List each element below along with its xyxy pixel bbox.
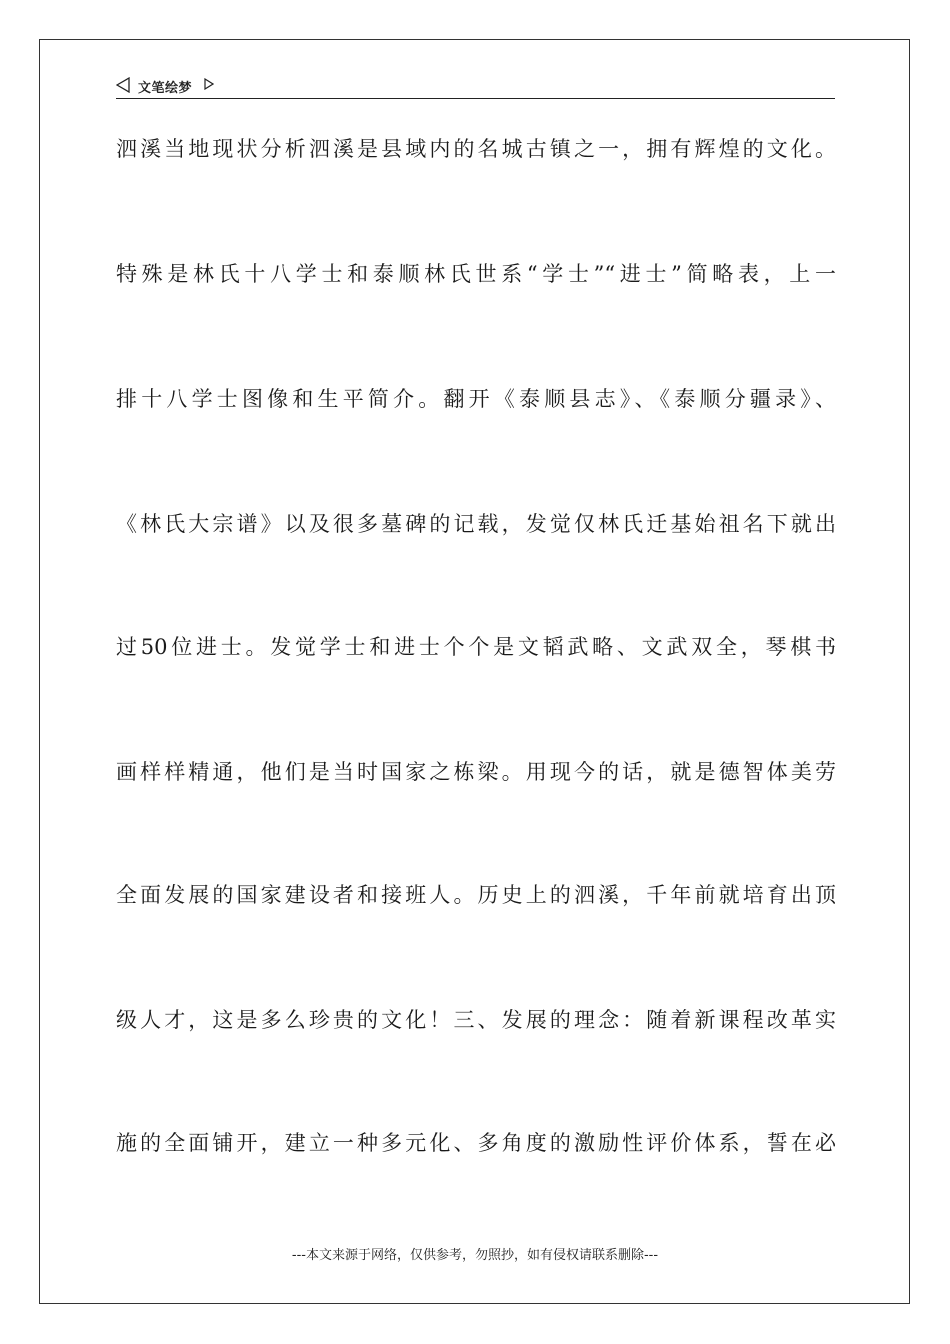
left-triangle-icon	[116, 77, 130, 93]
body-text-line: 级人才，这是多么珍贵的文化！三、发展的理念：随着新课程改革实	[116, 1008, 836, 1032]
body-text-line: 特殊是林氏十八学士和泰顺林氏世系“学士”“进士”简略表，上一	[116, 262, 836, 286]
body-text-line: 画样样精通，他们是当时国家之栋梁。用现今的话，就是德智体美劳	[116, 760, 836, 784]
page-frame	[39, 39, 910, 1304]
body-text-line: 全面发展的国家建设者和接班人。历史上的泗溪，千年前就培育出顶	[116, 883, 836, 907]
header-title: 文笔绘梦	[138, 81, 193, 96]
footer-disclaimer: ---本文来源于网络，仅供参考，勿照抄，如有侵权请联系删除---	[291, 1248, 659, 1263]
body-text-line: 过50位进士。发觉学士和进士个个是文韬武略、文武双全，琴棋书	[116, 635, 836, 659]
page-header	[116, 74, 835, 99]
body-text-line: 排十八学士图像和生平简介。翻开《泰顺县志》、《泰顺分疆录》、	[116, 387, 836, 411]
body-text-line: 《林氏大宗谱》以及很多墓碑的记载，发觉仅林氏迁基始祖名下就出	[116, 512, 836, 536]
right-triangle-icon	[204, 78, 214, 90]
body-text-line: 泗溪当地现状分析泗溪是县域内的名城古镇之一，拥有辉煌的文化。	[116, 137, 836, 161]
body-text-line: 施的全面铺开，建立一种多元化、多角度的激励性评价体系，誓在必	[116, 1131, 836, 1155]
